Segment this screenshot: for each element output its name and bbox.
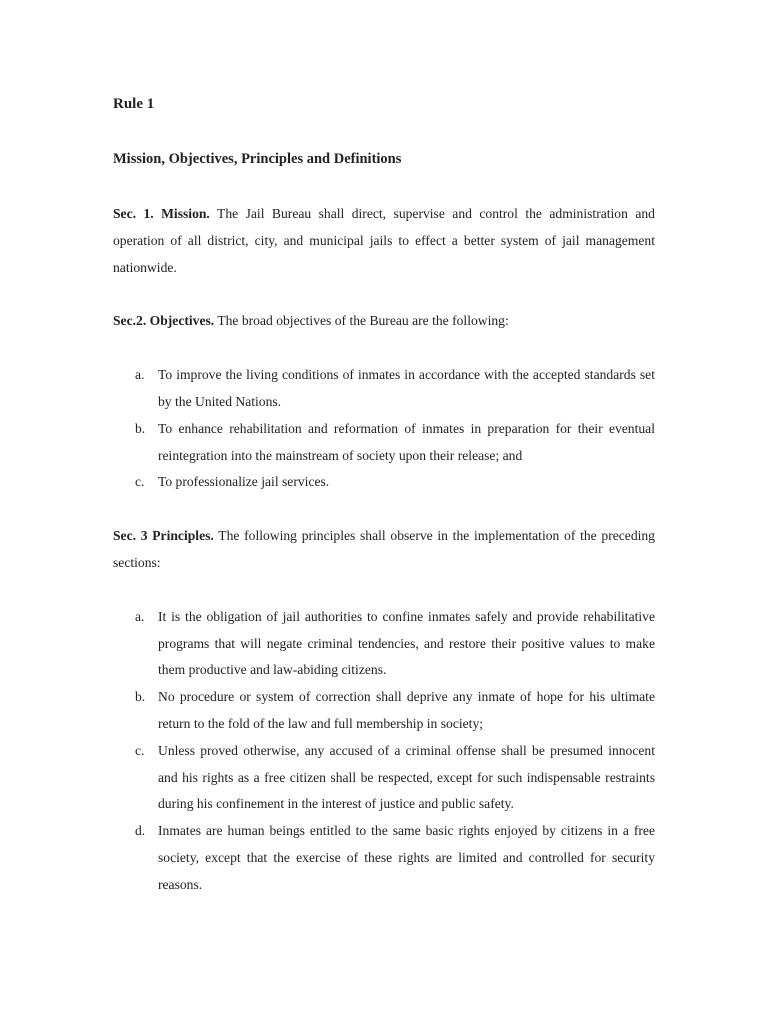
list-item-text: It is the obligation of jail authorities to confine inmates safely and provide rehabilitative programs that will negate criminal tendencies, and restore their positive values to make them productive and law-abiding citizens. [158,608,655,678]
list-marker: a. [135,367,145,383]
list-marker: b. [135,689,146,705]
list-item [113,684,655,738]
section-label: Sec.2. Objectives. [113,313,215,329]
list-item [113,469,655,496]
list-marker: d. [135,823,146,839]
section-label: Sec. 3 Principles. [113,528,214,544]
section-text: The Jail Bureau shall direct, supervise and control the administration and operation of all district, city, and municipal jails to effect a better system of jail management nationwide. [113,206,655,275]
section-label: Sec. 1. Mission. [113,206,210,221]
principles-list [113,604,655,899]
section-text: The broad objectives of the Bureau are the following: [214,313,509,329]
rule-title: Rule 1 [113,96,155,112]
list-item-text: Inmates are human beings entitled to the same basic rights enjoyed by citizens in a free society, except that the exercise of these rights are limited and controlled for security reasons. [158,823,655,892]
list-marker: a. [135,608,145,624]
list-marker: c. [135,474,145,490]
list-item-text: Unless proved otherwise, any accused of a criminal offense shall be presumed innocent and his rights as a free citizen shall be respected, except for such indispensable restraints during his confinement in the interest of justice and public safety. [158,742,655,812]
list-item-text: To improve the living conditions of inmates in accordance with the accepted standards set by the United Nations. [158,367,655,409]
list-item [113,738,655,818]
list-item-text: To professionalize jail services. [158,474,330,490]
list-item [113,416,655,470]
document-page [113,88,655,899]
section-objectives [113,308,655,335]
objectives-list [113,362,655,496]
section-mission [113,201,655,281]
list-item [113,818,655,898]
section-text: The following principles shall observe in the implementation of the preceding sections: [113,528,655,570]
list-marker: c. [135,742,145,758]
list-item-text: No procedure or system of correction shall deprive any inmate of hope for his ultimate return to the fold of the law and full membership in society; [158,689,655,731]
rule-heading: Mission, Objectives, Principles and Definitions [113,151,402,167]
section-principles [113,523,655,577]
list-item [113,362,655,416]
list-marker: b. [135,420,146,436]
list-item-text: To enhance rehabilitation and reformation of inmates in preparation for their eventual reintegration into the mainstream of society upon their release; and [158,420,655,463]
list-item [113,604,655,684]
